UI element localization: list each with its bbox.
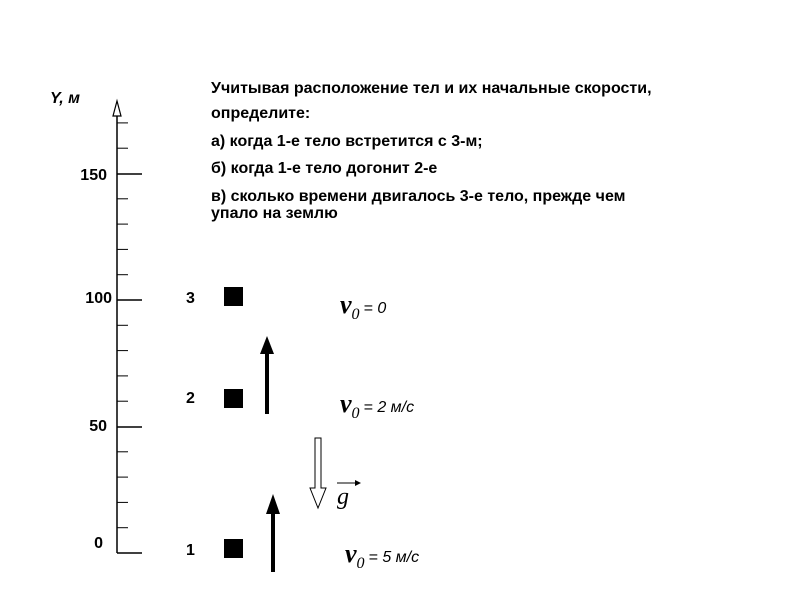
task-item-c-line-1: в) сколько времени двигалось 3-е тело, прежде чем [211,188,626,205]
gravity-arrow [310,438,326,508]
task-line-2: определите: [211,105,311,122]
gravity-label [337,480,361,510]
y-tick-label-0: 0 [94,535,103,552]
y-tick-label-150: 150 [80,167,107,184]
y-tick-label-100: 100 [85,290,112,307]
task-item-b: б) когда 1-е тело догонит 2-е [211,160,438,177]
task-item-a: а) когда 1-е тело встретится с 3-м; [211,133,483,150]
task-item-c-line-2: упало на землю [211,205,338,222]
body-3-label: 3 [186,290,195,307]
body-2-label: 2 [186,390,195,407]
y-axis-label: Y, м [50,90,80,107]
task-line-1: Учитывая расположение тел и их начальные скорости, [211,80,652,97]
gravity-symbol: g [337,484,349,510]
body-2-velocity: v0 = 2 м/с [340,389,415,422]
body-3-square [224,287,243,306]
body-2-square [224,389,243,408]
body-1-label: 1 [186,542,195,559]
y-axis-minor-ticks [117,123,128,528]
task-text [211,80,652,222]
body-2-velocity-arrow [260,336,274,414]
y-tick-label-50: 50 [89,418,107,435]
body-1-square [224,539,243,558]
body-2 [186,336,414,422]
body-1-velocity: v0 = 5 м/с [345,539,420,572]
body-3-velocity: v0 = 0 [340,290,387,323]
y-axis [50,90,142,553]
body-3 [186,287,386,323]
body-1-velocity-arrow [266,494,280,572]
body-1 [186,494,419,572]
y-axis-arrowhead [113,101,121,116]
